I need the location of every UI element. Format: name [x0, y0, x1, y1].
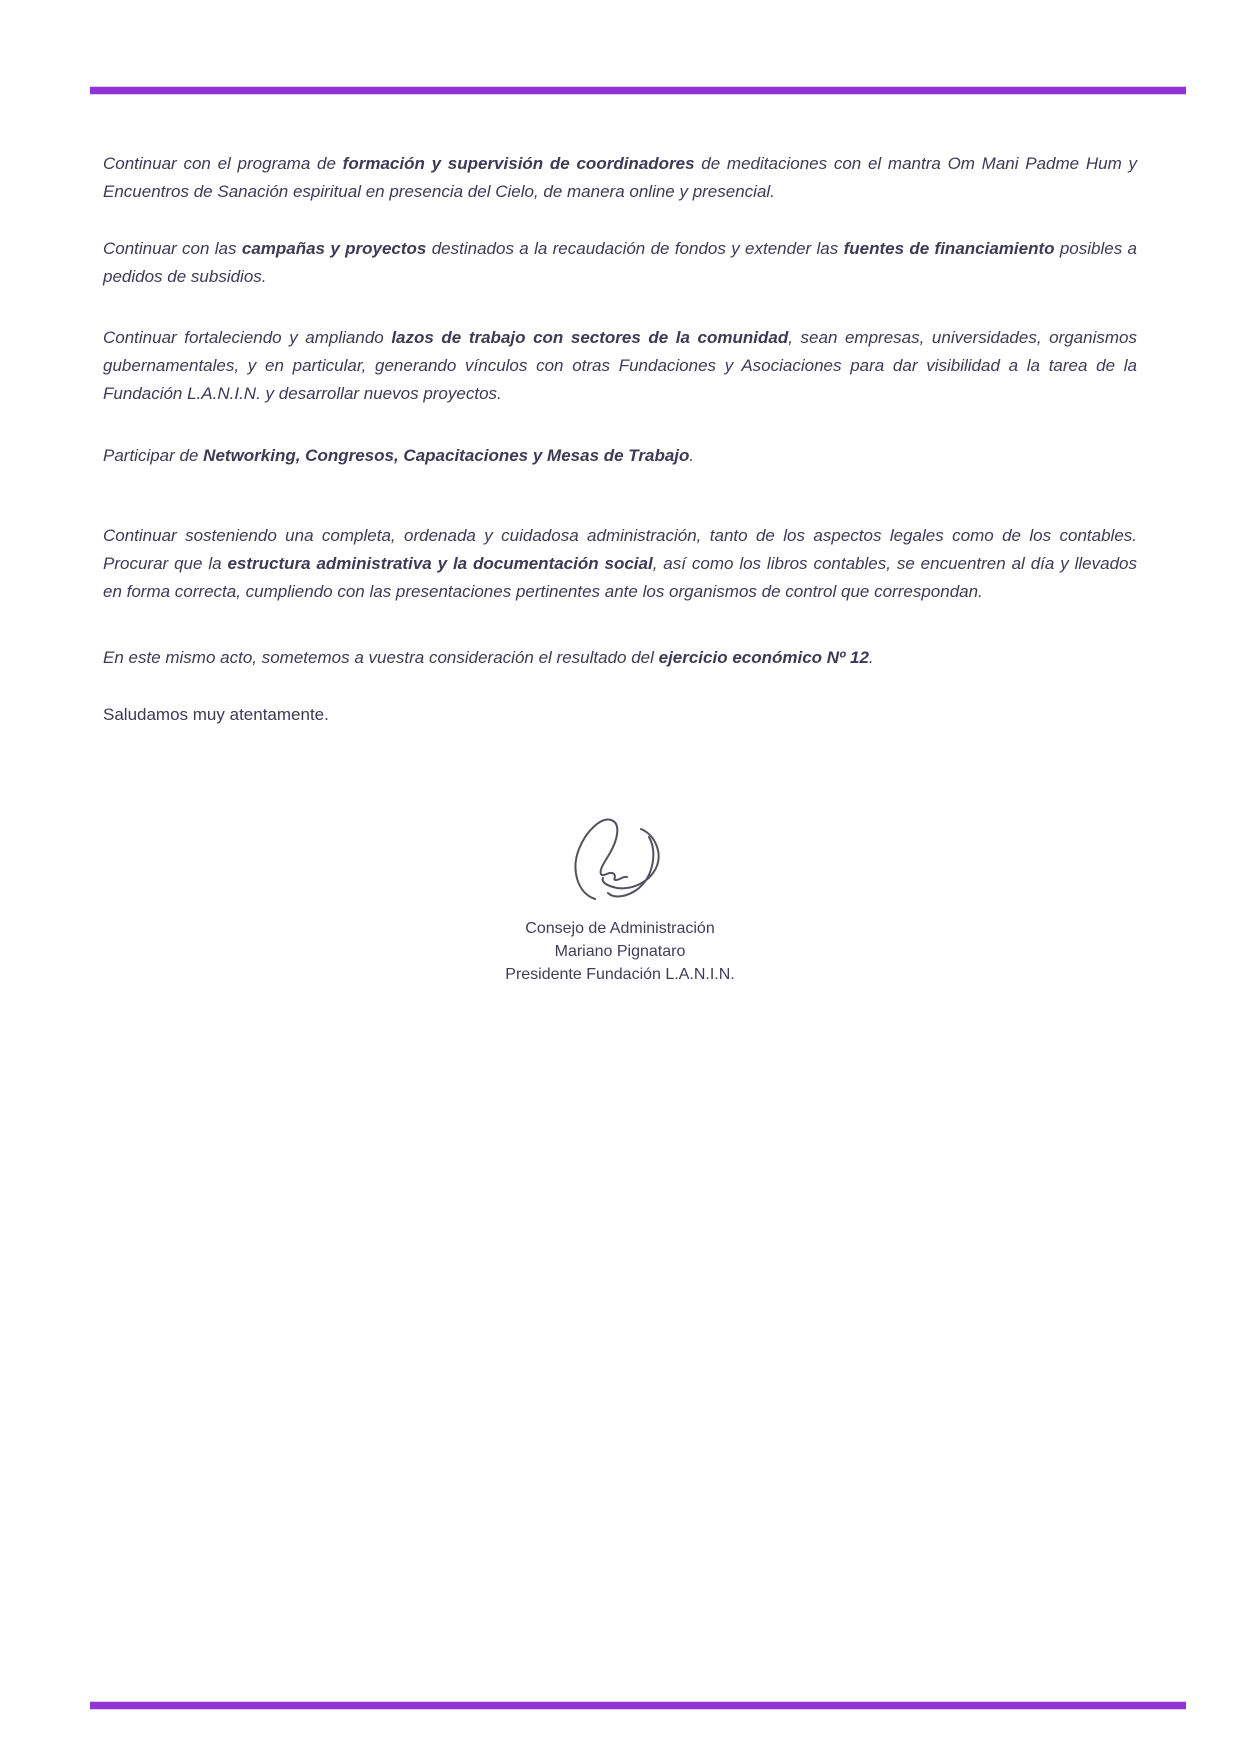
signature-scribble-icon — [555, 809, 685, 909]
signatory-name: Mariano Pignataro — [554, 943, 686, 960]
paragraph: Continuar con el programa de formación y supervisión de coordinadores de meditaciones con el mantra Om Mani Padme Hum y Encuentros de Sanación espiritual en presencia del Cielo, de manera online y presencial. — [103, 154, 1137, 201]
paragraph: Participar de Networking, Congresos, Capacitaciones y Mesas de Trabajo. — [103, 446, 695, 465]
closing-salutation: Saludamos muy atentamente. — [103, 705, 329, 724]
paragraph: Continuar con las campañas y proyectos destinados a la recaudación de fondos y extender las fuentes de financiamiento posibles a pedidos de subsidios. — [103, 239, 1138, 286]
paragraph: En este mismo acto, sometemos a vuestra consideración el resultado del ejercicio económico Nº 12. — [103, 648, 874, 667]
top-divider — [90, 87, 1186, 94]
paragraph: Continuar sosteniendo una completa, ordenada y cuidadosa administración, tanto de los aspectos legales como de los contables. Procurar que la estructura administrativa y la documentación social, así como los libros contables, se encuentren al día y llevados en forma correcta, cumpliendo con las presentaciones pertinentes ante los organismos de control que correspondan. — [103, 526, 1137, 601]
bottom-divider — [90, 1702, 1186, 1709]
signatory-title: Presidente Fundación L.A.N.I.N. — [505, 966, 735, 983]
letter-body — [103, 150, 1137, 986]
paragraph: Continuar fortaleciendo y ampliando lazos de trabajo con sectores de la comunidad, sean empresas, universidades, organismos gubernamentales, y en particular, generando vínculos con otras Fundaciones y Asociaciones para dar visibilidad a la tarea de la Fundación L.A.N.I.N. y desarrollar nuevos proyectos. — [103, 328, 1137, 403]
signatory-role: Consejo de Administración — [525, 920, 715, 937]
signature-block — [103, 809, 1137, 986]
